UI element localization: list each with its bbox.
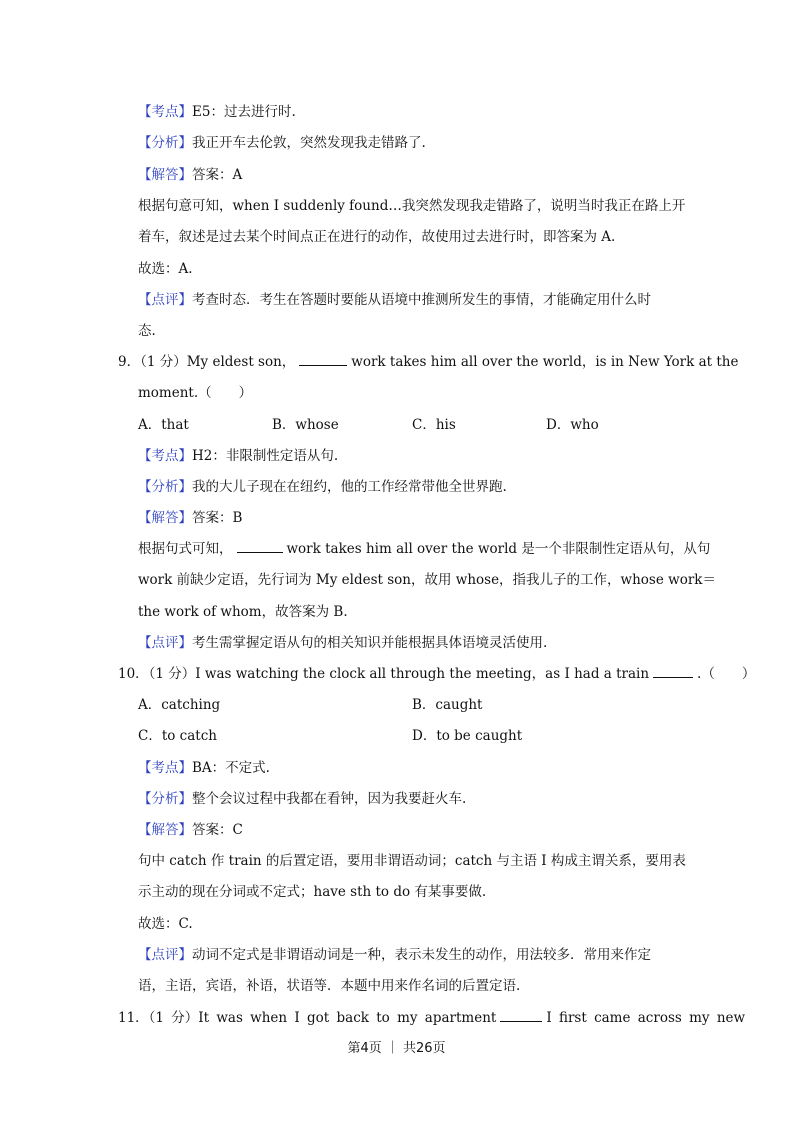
fenxi-tag: 【分析】: [138, 479, 192, 495]
q10-body-1: 句中 catch 作 train 的后置定语，要用非谓语动词；catch 与主语 I 构成主谓关系，要用表: [138, 853, 686, 869]
dianping-tag: 【点评】: [138, 292, 192, 308]
q10-stem-b: .（ ）: [697, 666, 756, 682]
fenxi-text: 我的大儿子现在在纽约，他的工作经常带他全世界跑.: [192, 479, 507, 495]
q10-stem: [118, 665, 756, 683]
q10-option-d: D．to be caught: [412, 728, 523, 744]
q9-option-a: A．that: [138, 417, 189, 433]
q8-body-2: 着车，叙述是过去某个时间点正在进行的动作，故使用过去进行时，即答案为 A.: [138, 229, 616, 245]
fenxi-tag: 【分析】: [138, 791, 192, 807]
q9-body-1a: 根据句式可知，: [138, 541, 233, 557]
jieda-text: 答案：A: [192, 167, 243, 183]
dianping-text: 考生需掌握定语从句的相关知识并能根据具体语境灵活使用.: [192, 635, 548, 651]
fenxi-tag: 【分析】: [138, 135, 192, 151]
q9-body-2: work 前缺少定语，先行词为 My eldest son，故用 whose，指我儿子的工作，whose work＝: [138, 572, 716, 588]
q9-stem-b: work takes him all over the world，is in New York at the: [351, 354, 739, 370]
dianping-text: 动词不定式是非谓语动词是一种，表示未发生的动作，用法较多．常用来作定: [192, 947, 651, 963]
q11-stem-b: I first came across my new: [546, 1010, 746, 1026]
fenxi-text: 我正开车去伦敦，突然发现我走错路了.: [192, 135, 426, 151]
kaodian-tag: 【考点】: [138, 760, 192, 776]
q9-stem-a: 9．（1 分）My eldest son，: [118, 354, 296, 370]
page-footer: 第4页 ｜ 共26页: [347, 1041, 446, 1056]
q8-body-1: 根据句意可知，when I suddenly found…我突然发现我走错路了，说明当时我正在路上开: [138, 198, 686, 214]
q8-select: 故选：A.: [138, 261, 193, 277]
q9-dianping: [138, 634, 678, 652]
kaodian-text: E5：过去进行时.: [192, 104, 296, 120]
q8-kaodian: [138, 103, 678, 121]
q8-fenxi: [138, 134, 678, 152]
q8-dianping: [138, 291, 678, 309]
q10-dianping-2: 语，主语，宾语，补语，状语等．本题中用来作名词的后置定语.: [138, 978, 521, 994]
q11-stem: [118, 1009, 746, 1027]
kaodian-tag: 【考点】: [138, 448, 192, 464]
q10-kaodian: [138, 759, 678, 777]
q10-body-2: 示主动的现在分词或不定式；have sth to do 有某事要做.: [138, 884, 487, 900]
q9-option-d: D．who: [546, 417, 599, 433]
kaodian-text: H2：非限制性定语从句.: [192, 448, 339, 464]
q9-option-c: C．his: [412, 417, 456, 433]
jieda-tag: 【解答】: [138, 822, 192, 838]
answer-blank: [237, 540, 283, 553]
q8-jieda: [138, 166, 678, 184]
kaodian-text: BA：不定式.: [192, 760, 270, 776]
fenxi-text: 整个会议过程中我都在看钟，因为我要赶火车.: [192, 791, 467, 807]
q9-stem-2: moment.（ ）: [138, 385, 253, 401]
q10-select: 故选：C.: [138, 916, 193, 932]
kaodian-tag: 【考点】: [138, 104, 192, 120]
answer-blank: [653, 665, 693, 678]
q10-stem-a: 10．（1 分）I was watching the clock all through the meeting，as I had a train: [118, 666, 650, 682]
q9-stem: [118, 353, 739, 371]
jieda-tag: 【解答】: [138, 510, 192, 526]
q9-body-1b: work takes him all over the world 是一个非限制性定语从句，从句: [286, 541, 711, 557]
q9-body-3: the work of whom，故答案为 B.: [138, 604, 348, 620]
q9-body-1: [138, 540, 711, 558]
dianping-text: 考查时态．考生在答题时要能从语境中推测所发生的事情，才能确定用什么时: [192, 292, 651, 308]
answer-blank: [500, 1009, 542, 1022]
jieda-tag: 【解答】: [138, 167, 192, 183]
q10-jieda: [138, 821, 678, 839]
q10-option-b: B．caught: [412, 697, 483, 713]
q11-stem-a: 11．（1 分）It was when I got back to my apartment: [118, 1010, 497, 1026]
jieda-text: 答案：C: [192, 822, 243, 838]
q10-option-c: C．to catch: [138, 728, 217, 744]
dianping-tag: 【点评】: [138, 635, 192, 651]
q10-fenxi: [138, 790, 678, 808]
q10-dianping: [138, 946, 678, 964]
dianping-tag: 【点评】: [138, 947, 192, 963]
q8-dianping-2: 态.: [138, 323, 156, 339]
q9-option-b: B．whose: [272, 417, 339, 433]
q10-option-a: A．catching: [138, 697, 221, 713]
q9-fenxi: [138, 478, 678, 496]
q9-kaodian: [138, 447, 678, 465]
jieda-text: 答案：B: [192, 510, 243, 526]
answer-blank: [299, 353, 347, 366]
q9-jieda: [138, 509, 678, 527]
